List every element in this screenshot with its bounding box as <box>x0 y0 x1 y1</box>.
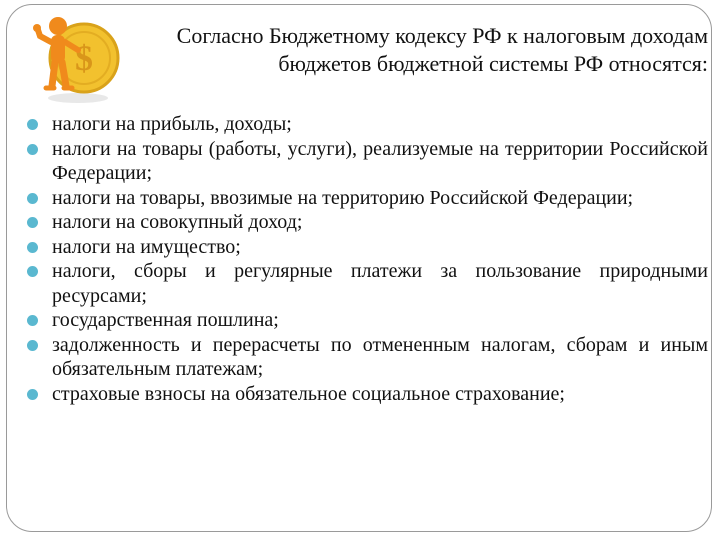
slide-title <box>118 22 708 78</box>
list-item <box>24 308 708 333</box>
list-item <box>24 210 708 235</box>
svg-text:$: $ <box>75 38 93 78</box>
bullet-dot-icon <box>27 340 38 351</box>
list-item-text: налоги на товары (работы, услуги), реализуемые на территории Российской Федерации; <box>52 137 708 184</box>
list-item <box>24 382 708 407</box>
bullet-dot-icon <box>27 242 38 253</box>
bullet-dot-icon <box>27 144 38 155</box>
list-item <box>24 333 708 382</box>
list-item-text: налоги на прибыль, доходы; <box>52 113 292 135</box>
list-item-text: государственная пошлина; <box>52 309 279 331</box>
bullet-dot-icon <box>27 389 38 400</box>
bullet-dot-icon <box>27 266 38 277</box>
bullet-dot-icon <box>27 119 38 130</box>
list-item-text: налоги на товары, ввозимые на территорию Российской Федерации; <box>52 186 634 209</box>
list-item-text: налоги на имущество; <box>52 235 241 258</box>
bullet-dot-icon <box>27 193 38 204</box>
list-item-text: налоги на совокупный доход; <box>52 211 303 233</box>
list-item <box>24 137 708 186</box>
list-item <box>24 235 708 260</box>
bullet-dot-icon <box>27 315 38 326</box>
list-item <box>24 186 708 211</box>
bullet-list <box>24 112 708 406</box>
list-item-text: страховые взносы на обязательное социальное страхование; <box>52 382 565 405</box>
list-item <box>24 259 708 308</box>
title-line-2: бюджетов бюджетной системы РФ относятся: <box>278 51 708 76</box>
bullet-dot-icon <box>27 217 38 228</box>
title-line-1: Согласно Бюджетному кодексу РФ к налоговым доходам <box>176 23 708 48</box>
list-item <box>24 112 708 137</box>
list-item-text: налоги, сборы и регулярные платежи за пользование природными ресурсами; <box>52 260 708 307</box>
list-item-text: задолженность и перерасчеты по отмененным налогам, сборам и иным обязательным платежам; <box>52 333 708 380</box>
